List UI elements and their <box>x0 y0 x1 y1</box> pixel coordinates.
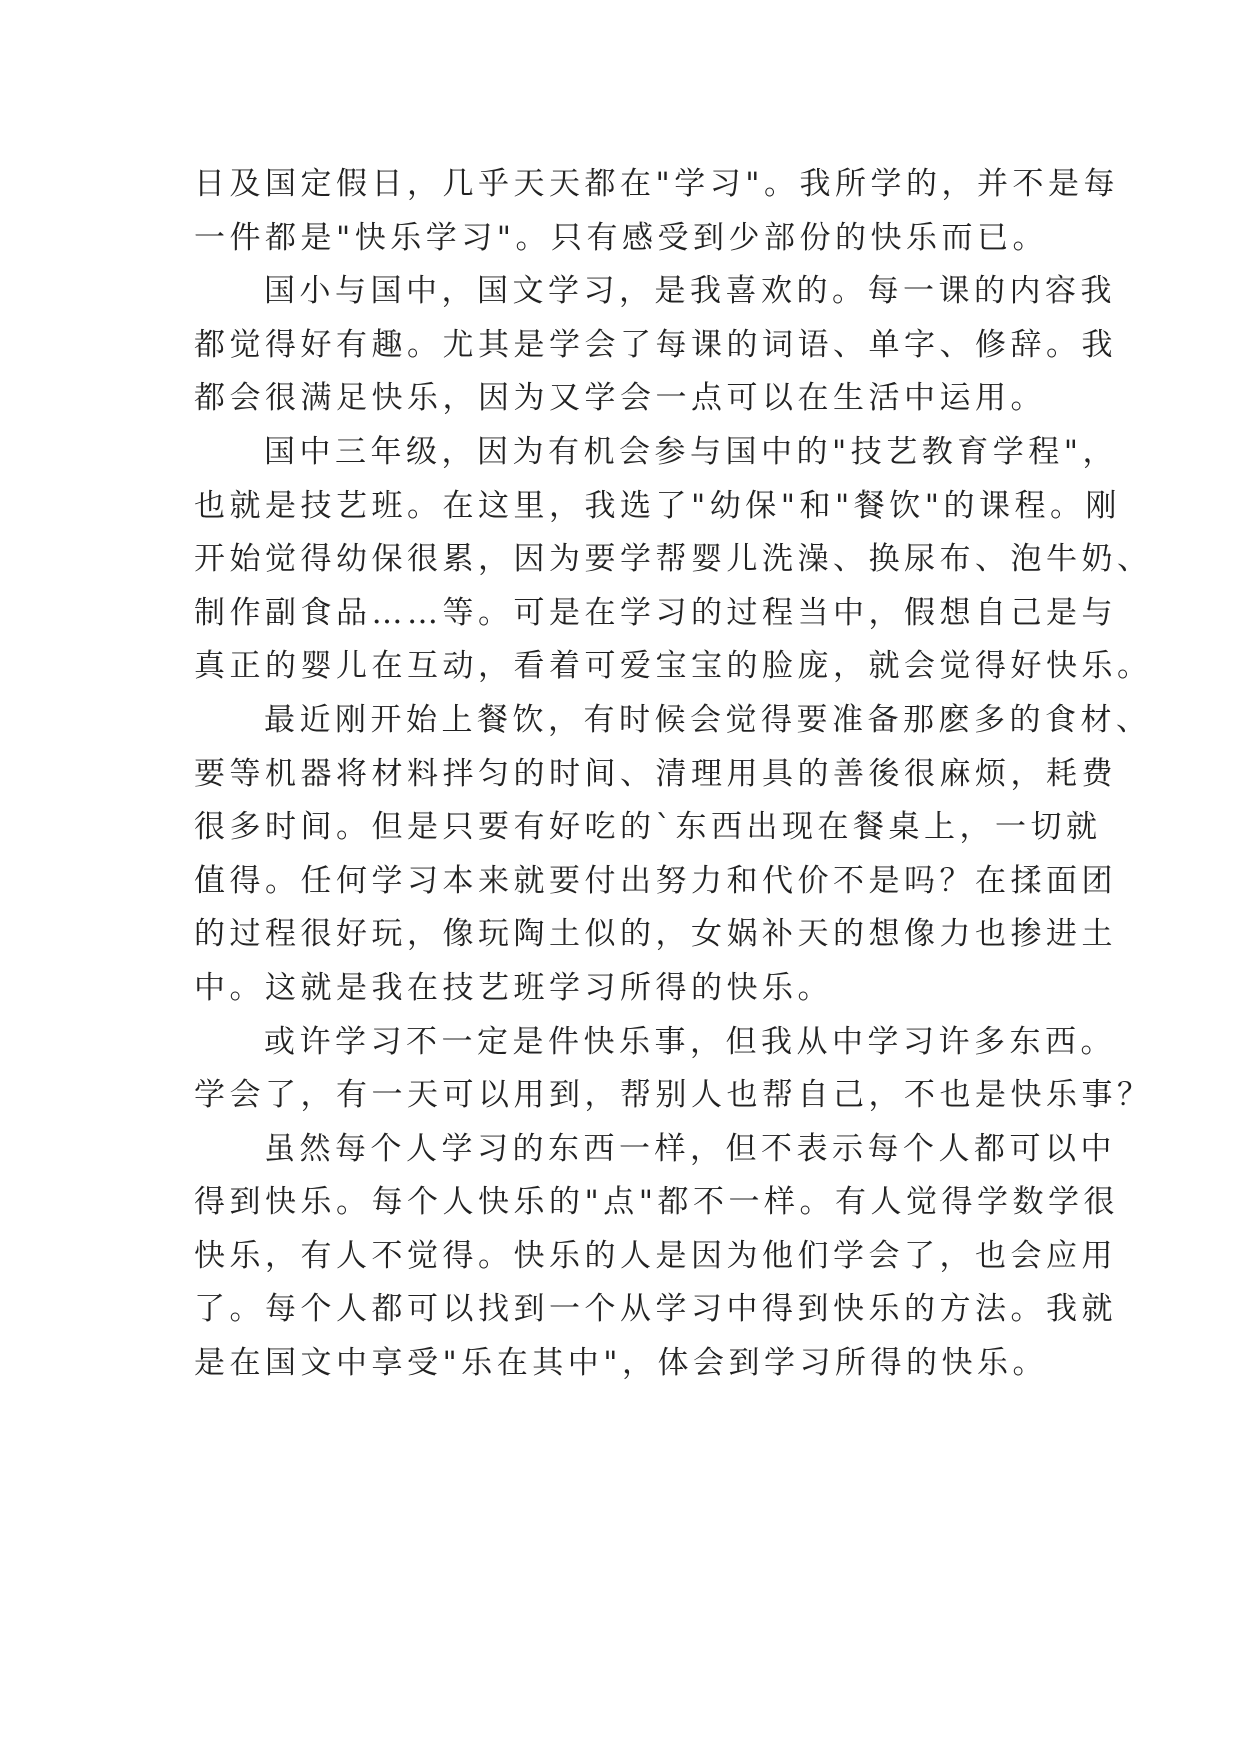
text-line: 了。每个人都可以找到一个从学习中得到快乐的方法。我就 <box>194 1291 1117 1328</box>
text-line: 开始觉得幼保很累，因为要学帮婴儿洗澡、换尿布、泡牛奶、 <box>194 541 1153 578</box>
text-line: 值得。任何学习本来就要付出努力和代价不是吗？在揉面团 <box>194 862 1117 899</box>
text-line: 真正的婴儿在互动，看着可爱宝宝的脸庞，就会觉得好快乐。 <box>194 648 1153 685</box>
text-line: 都觉得好有趣。尤其是学会了每课的词语、单字、修辞。我 <box>194 326 1117 363</box>
text-line: 国中三年级，因为有机会参与国中的"技艺教育学程"， <box>264 433 1119 470</box>
text-line: 或许学习不一定是件快乐事，但我从中学习许多东西。 <box>264 1023 1116 1060</box>
text-line: 虽然每个人学习的东西一样，但不表示每个人都可以中 <box>264 1130 1116 1167</box>
text-line: 中。这就是我在技艺班学习所得的快乐。 <box>194 969 833 1006</box>
text-line: 要等机器将材料拌匀的时间、清理用具的善後很麻烦，耗费 <box>194 755 1117 792</box>
paragraph <box>194 265 1117 426</box>
text-line: 国小与国中，国文学习，是我喜欢的。每一课的内容我 <box>264 273 1116 310</box>
paragraph <box>194 426 1153 694</box>
text-line: 是在国文中享受"乐在其中"，体会到学习所得的快乐。 <box>194 1345 1049 1382</box>
text-line: 日及国定假日，几乎天天都在"学习"。我所学的，并不是每 <box>194 166 1120 202</box>
paragraph <box>194 158 1120 265</box>
text-line: 最近刚开始上餐饮，有时候会觉得要准备那麽多的食材、 <box>264 701 1152 738</box>
text-line: 的过程很好玩，像玩陶土似的，女娲补天的想像力也掺进土 <box>194 916 1117 953</box>
text-line: 制作副食品……等。可是在学习的过程当中，假想自己是与 <box>194 594 1117 631</box>
text-line: 很多时间。但是只要有好吃的`东西出现在餐桌上，一切就 <box>194 809 1102 846</box>
text-line: 快乐，有人不觉得。快乐的人是因为他们学会了，也会应用 <box>194 1237 1117 1274</box>
text-line: 也就是技艺班。在这里，我选了"幼保"和"餐饮"的课程。刚 <box>194 487 1122 524</box>
document-body <box>194 158 1153 1391</box>
text-line: 得到快乐。每个人快乐的"点"都不一样。有人觉得学数学很 <box>194 1184 1120 1221</box>
paragraph <box>194 1016 1153 1123</box>
text-line: 学会了，有一天可以用到，帮别人也帮自己，不也是快乐事？ <box>194 1077 1153 1114</box>
paragraph <box>194 1123 1120 1391</box>
text-line: 都会很满足快乐，因为又学会一点可以在生活中运用。 <box>194 380 1046 417</box>
text-line: 一件都是"快乐学习"。只有感受到少部份的快乐而已。 <box>194 219 1049 256</box>
paragraph <box>194 694 1152 1016</box>
